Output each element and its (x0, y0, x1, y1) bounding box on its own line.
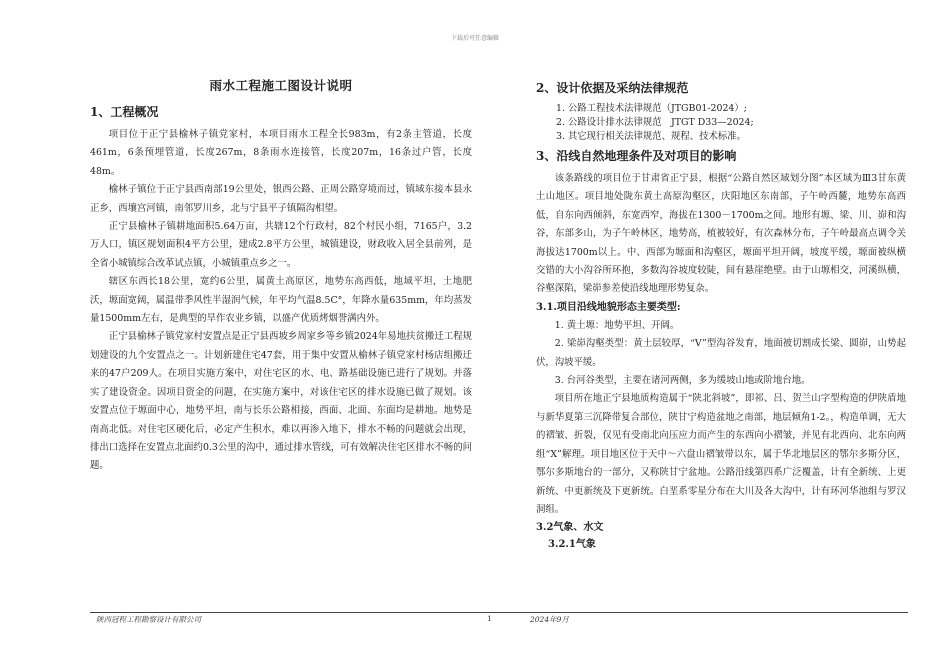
landform-item: 3. 台河谷类型，主要在诸河两侧，多为缓坡山地或阶地台地。 (554, 375, 811, 387)
paragraph-town-location: 榆林子镇位于正宁县西南部19公里处，银西公路、正周公路穿境而过，镇域东接本县永正乡，西壤宫河镇，南邻罗川乡，北与宁县平子镇隔沟相望。 (90, 184, 472, 214)
paragraph-resettlement: 正宁县榆林子镇党家村安置点是正宁县西坡乡周家乡等乡镇2024年易地扶贫搬迁工程规划建设的九个安置点之一。计划新建住宅47套，用于集中安置从榆林子镇党家村杨店组搬迁来的47户209人。在项目实施方案中，对住宅区的水、电、路基础设施已进行了规划。并落实了建设资金。因项目资金的问题，在实施方案中，对该住宅区的排水设施已做了规划。该安置点位于塬面中心，地势平坦，南与长乐公路相接，西面、北面、东面均是耕地。地势是南高北低。对住宅区硬化后，必定产生积水，难以再渗入地下，排水不畅的问题就会出现，排出口选择在安置点北面约0.3公里的沟中，通过排水管线，可有效解决住宅区排水不畅的问题。 (90, 331, 472, 472)
landform-item: 2. 梁峁沟壑类型：黄土层较厚，“V”型沟谷发育，地面被切割成长梁、圆峁，山势起伏，沟坡平缓。 (536, 338, 906, 368)
footer-company: 陕西冠程工程勘察设计有限公司 (96, 615, 201, 624)
left-column (90, 76, 472, 476)
paragraph-town-statistics: 正宁县榆林子镇耕地面积5.64万亩，共辖12个行政村，82个村民小组，7165户，3.2万人口，镇区规划面积4平方公里，建成2.8平方公里，城镇建设，财政收入居全县前列，是全省小城镇综合改革试点镇，小城镇重点乡之一。 (90, 221, 472, 269)
paragraph-geology: 项目所在地正宁县地质构造属于“陕北斜坡”，即祁、吕、贺兰山字型构造的伊陕盾地与新华夏第三沉降带复合部位，陕甘宁构造盆地之南部，地层倾角1-2。，构造单调，无大的褶皱、折裂，仅见有受南北向压应力而产生的东西向小褶皱，并见有北西向、北东向两组“X”解理。项目地区位于天中～六盘山褶皱带以东，属于华北地层区的鄂尔多斯分区，鄂尔多斯地台的一部分，又称陕甘宁盆地。公路沿线第四系广泛覆盖，计有全新统、上更新统、中更新统及下更新统。白垩系零星分布在大川及各大沟中，计有环河华池组与罗汉洞组。 (536, 393, 906, 515)
section-1-heading: 1、工程概况 (90, 105, 159, 119)
footer-date: 2024年9月 (530, 615, 569, 624)
subsection-3-2-heading: 3.2气象、水文 (536, 522, 604, 534)
subsection-3-1-heading: 3.1.项目沿线地貌形态主要类型: (536, 301, 681, 313)
reference-item: 2. 公路设计排水法律规范 JTGT D33—2024; (556, 117, 754, 128)
paragraph-climate: 辖区东西长18公里，宽约6公里，属黄土高原区，地势东高西低，地域平坦，土地肥沃，塬面宽阔，属温带季风性半湿润气候，年平均气温8.5C°，年降水量635mm，年均蒸发量1500mm左右，是典型的旱作农业乡镇，以盛产优质烤烟誉满内外。 (90, 276, 472, 325)
header-note: 下载后可任意编辑 (450, 35, 499, 42)
section-3-heading: 3、沿线自然地理条件及对项目的影响 (536, 149, 737, 163)
subsection-3-2-1-heading: 3.2.1气象 (548, 539, 596, 551)
paragraph-natural-geography: 该条路线的项目位于甘肃省正宁县，根据“公路自然区域划分图”本区域为Ⅲ3甘东黄土山地区。项目地处陇东黄土高原沟壑区，庆阳地区东南部，子午岭西麓，地势东高西低，自东向西倾斜，东宽西窄，海拔在1300－1700m之间。地形有塬、梁、川、峁和沟谷，东部多山，为子午岭林区，地势高，植被较好，有次森林分布，子午岭最高点调令关海拔达1700m以上。中、西部为塬面和沟壑区，塬面平坦开阔，坡度平缓，塬面被纵横交错的大小沟谷所环抱，多数沟谷坡度较陡，间有悬崖绝壁。由于山塬相交，河溪纵横，谷壑深陷，梁峁参差使沿线地理形势复杂。 (536, 173, 906, 295)
footer-divider (90, 612, 908, 613)
reference-item: 1. 公路工程技术法律规范（JTGB01-2024）; (556, 103, 747, 114)
reference-list (556, 102, 906, 144)
document-title: 雨水工程施工图设计说明 (209, 78, 353, 93)
section-2-heading: 2、设计依据及采纳法律规范 (536, 81, 689, 95)
paragraph-project-overview: 项目位于正宁县榆林子镇党家村，本项目雨水工程全长983m，有2条主管道，长度461m，6条预埋管道，长度267m，8条雨水连接管，长度207m，16条过户管，长度48m。 (90, 129, 472, 177)
footer-page-number: 1 (487, 614, 492, 623)
reference-item: 3. 其它现行相关法律规范、规程、技术标准。 (556, 131, 747, 142)
landform-item: 1. 黄土塬：地势平坦、开阔。 (554, 319, 680, 331)
right-column (536, 76, 906, 553)
